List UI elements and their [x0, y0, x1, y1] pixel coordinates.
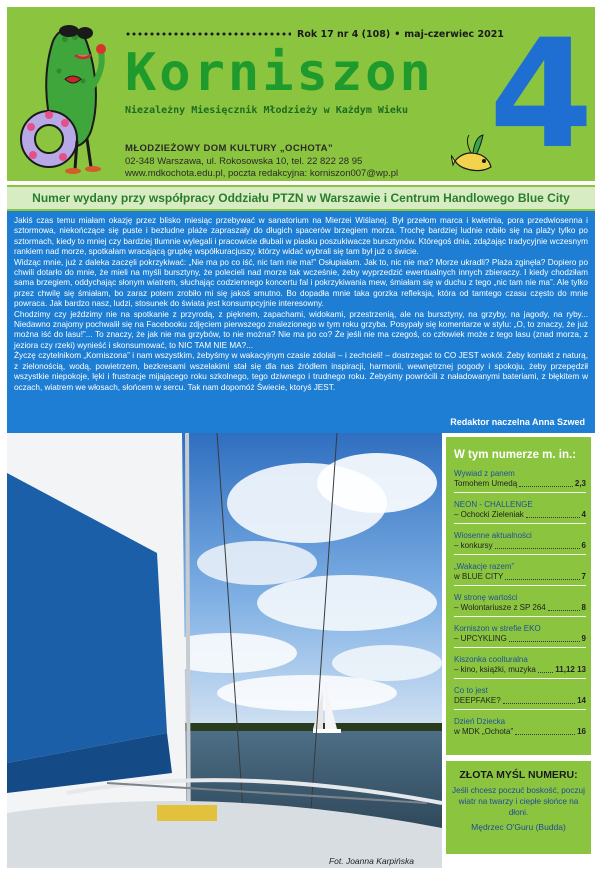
issue-dates: maj-czerwiec 2021: [404, 28, 504, 40]
leader-dots: [509, 634, 580, 642]
cooperation-banner: Numer wydany przy współpracy Oddziału PTZN w Warszawie i Centrum Handlowego Blue City: [7, 185, 595, 211]
toc-page-number: 16: [577, 727, 586, 736]
leader-dots: [503, 696, 575, 704]
issue-info: [125, 27, 525, 41]
toc-item[interactable]: [454, 624, 586, 655]
photo-credit: Fot. Joanna Karpińska: [328, 856, 414, 866]
toc-item[interactable]: [454, 562, 586, 593]
toc-item-title: NEON - CHALLENGE: [454, 500, 533, 509]
dotted-rule: [125, 31, 291, 37]
leader-dots: [538, 665, 553, 673]
issue-big-number: 4: [489, 8, 594, 182]
header: [7, 7, 595, 181]
toc-item-title: Co to jest: [454, 686, 488, 695]
toc-item[interactable]: [454, 686, 586, 717]
toc-item-title: „Wakacje razem”: [454, 562, 515, 571]
toc-page-number: 7: [581, 572, 586, 581]
toc-item-title: W stronę wartości: [454, 593, 518, 602]
toc-page-number: 14: [577, 696, 586, 705]
quote-title: ZŁOTA MYŚL NUMERU:: [459, 769, 578, 781]
publisher-contact: www.mdkochota.edu.pl, poczta redakcyjna: korniszon007@wp.pl: [125, 168, 399, 179]
toc-item-subtitle: DEEPFAKE?: [454, 696, 501, 705]
toc-page-number: 8: [581, 603, 586, 612]
editor-signature: Redaktor naczelna Anna Szwed: [450, 416, 585, 427]
toc-item-subtitle: – Ochocki Zieleniak: [454, 510, 524, 519]
toc-divider: [454, 678, 586, 679]
toc-item[interactable]: [454, 531, 586, 562]
leader-dots: [526, 510, 580, 518]
publisher-info: [125, 143, 485, 181]
leader-dots: [495, 541, 580, 549]
toc-divider: [454, 585, 586, 586]
toc-divider: [454, 616, 586, 617]
toc-item-subtitle: – konkursy: [454, 541, 493, 550]
toc-item-subtitle: – kino, książki, muzyka: [454, 665, 536, 674]
editorial-paragraph: Życzę czytelnikom „Korniszona” i nam wszystkim, żebyśmy w wakacyjnym czasie zdolali – i zechcieli! – dostrzegać to CO JEST wokół. Żeby kontakt z naturą, z zielonością, wodą, powietrzem, bezkresami wszelakimi stał się dla nas źródłem inspiracji, harmonii, wewnętrznej pogody i spokoju, żeby przepędził wszystkie niepokoje, lęki i frustracje mijającego roku szkolnego, tego dziwnego i trudnego roku. Żebyśmy powrócili z naładowanymi bateriami, z błękitem w oczach, wiatrem we włosach, słońcem w sercu. Tak nam dopomóż Świecie, ktoryś JEST.: [14, 351, 588, 392]
toc-item-subtitle: w MDK „Ochota”: [454, 727, 514, 736]
toc-item-subtitle: Tomohem Umedą: [454, 479, 518, 488]
toc-divider: [454, 523, 586, 524]
leader-dots: [515, 727, 575, 735]
toc-divider: [454, 647, 586, 648]
toc-divider: [454, 709, 586, 710]
toc-item-subtitle: w BLUE CITY: [454, 572, 504, 581]
table-of-contents: [446, 437, 591, 755]
quote-text: Jeśli chcesz poczuć boskość, poczuj wiatr na twarzy i ciepłe słońce na dłoni.: [452, 786, 585, 817]
editorial-paragraph: Chodzimy czy jeździmy nie na spotkanie z przyrodą, z pięknem, zapachami, widokami, przestrzenią, ale na bursztyny, na grzyby, na jagody, na ryby... Niedawno znajomy pochwalił się na Facebooku zdjęciem pierwszego znalezionego w tym roku grzyba. Posypały się komentarze w stylu: „O, to znaczy, że już można iść do lasu!”... To znaczy, że jak nie ma grzybów, to nie można? Nie ma po co? Że jeśli nie ma czegoś, co człowiek może z tego lasu (znad morza, z jeziora czy rzeki) wynieść i skonsumować, to NIC TAM NIE MA?...: [14, 309, 588, 350]
magazine-title: Korniszon: [125, 43, 434, 103]
toc-item-title: Wywiad z panem: [454, 469, 515, 478]
toc-page-number: 4: [581, 510, 586, 519]
sailing-photo-illustration: [7, 433, 442, 868]
toc-page-number: 6: [581, 541, 586, 550]
quote-author: Mędrzec O'Guru (Budda): [471, 822, 566, 832]
toc-item[interactable]: [454, 593, 586, 624]
toc-item[interactable]: [454, 717, 586, 741]
leader-dots: [548, 603, 580, 611]
issue-number-text: Rok 17 nr 4 (108): [297, 28, 391, 40]
quote-box: [446, 761, 591, 854]
toc-item-subtitle: – Wolontariusze z SP 264: [454, 603, 546, 612]
magazine-cover: [7, 7, 595, 868]
sailing-photo: [7, 433, 442, 868]
toc-item-title: Wiosenne aktualności: [454, 531, 532, 540]
toc-page-number: 9: [581, 634, 586, 643]
leader-dots: [519, 479, 573, 487]
toc-item-title: Kiszonka coolturalna: [454, 655, 528, 664]
toc-title: W tym numerze m. in.:: [454, 449, 577, 461]
magazine-subtitle: Niezależny Miesięcznik Młodzieży w Każdym Wieku: [125, 105, 408, 116]
editorial-text: [7, 211, 595, 433]
separator-dot: •: [394, 28, 401, 40]
editorial-paragraph: Widząc mnie, już z daleka zaczęli pokrzykiwać: „Nie ma po co iść, nic tam nie ma!” Osłupiałam. Jak to, nic nie ma? Morze ukradli? Plaża zginęła? Dopiero po chwili dotarło do mnie, że mieli na myśli bursztyny, że polecieli nad morze tak wcześnie, żeby wyprzedzić ewentualnych innych zbieraczy. I kiedy chodziłam sama brzegiem, oddychając słonym wiatrem, słuchając codziennego koncertu fal i pokrzykiwania mew, śmiałam się w duchu z tego „nic tam nie ma”. Ale tylko przez chwilę się śmiałam, bo zaraz potem zrobiło mi się jakoś smutno. Bo dopadła mnie taka gorzka refleksja, która od tamtego czasu często do mnie powraca. Jak bardzo nasz, ludzi, stosunek do świata jest konsumpcyjnie interesowny.: [14, 257, 588, 309]
toc-item-subtitle: – UPCYKLING: [454, 634, 507, 643]
editorial-paragraph: Jakiś czas temu miałam okazję przez blisko miesiąc przebywać w sanatorium na Mierzei Wiślanej. Był przełom marca i kwietnia, pora przedwiosenna i sztormowa, niekończące się puste i bezludne plaże zapraszały do długich spacerów brzegiem morza. Trochę bardziej ludnie robiło się na plaży tylko po sztormach, kiedy to mniej czy bardziej tłumnie wylegali i pracowicie dłubali w piasku poszukiwacze bursztynów. Któregoś dnia, zdążając tradycyjnie wczesnym rankiem nad morze, spotkałam wracającą grupkę współkuracjuszy, którzy widać wybrali się tam był już o świcie.: [14, 216, 588, 257]
leader-dots: [505, 572, 579, 580]
publisher-name: MŁODZIEŻOWY DOM KULTURY „OCHOTA”: [125, 143, 334, 154]
toc-item-title: Korniszon w strefie EKO: [454, 624, 541, 633]
toc-item[interactable]: [454, 655, 586, 686]
toc-divider: [454, 554, 586, 555]
pickle-mascot-illustration: [13, 11, 121, 177]
toc-divider: [454, 492, 586, 493]
toc-item[interactable]: [454, 469, 586, 500]
toc-page-number: 2,3: [574, 479, 586, 488]
toc-page-number: 11,12 13: [555, 665, 586, 674]
toc-item-title: Dzień Dziecka: [454, 717, 506, 726]
toc-item[interactable]: [454, 500, 586, 531]
publisher-address: 02-348 Warszawa, ul. Rokosowska 10, tel. 22 822 28 95: [125, 155, 363, 167]
